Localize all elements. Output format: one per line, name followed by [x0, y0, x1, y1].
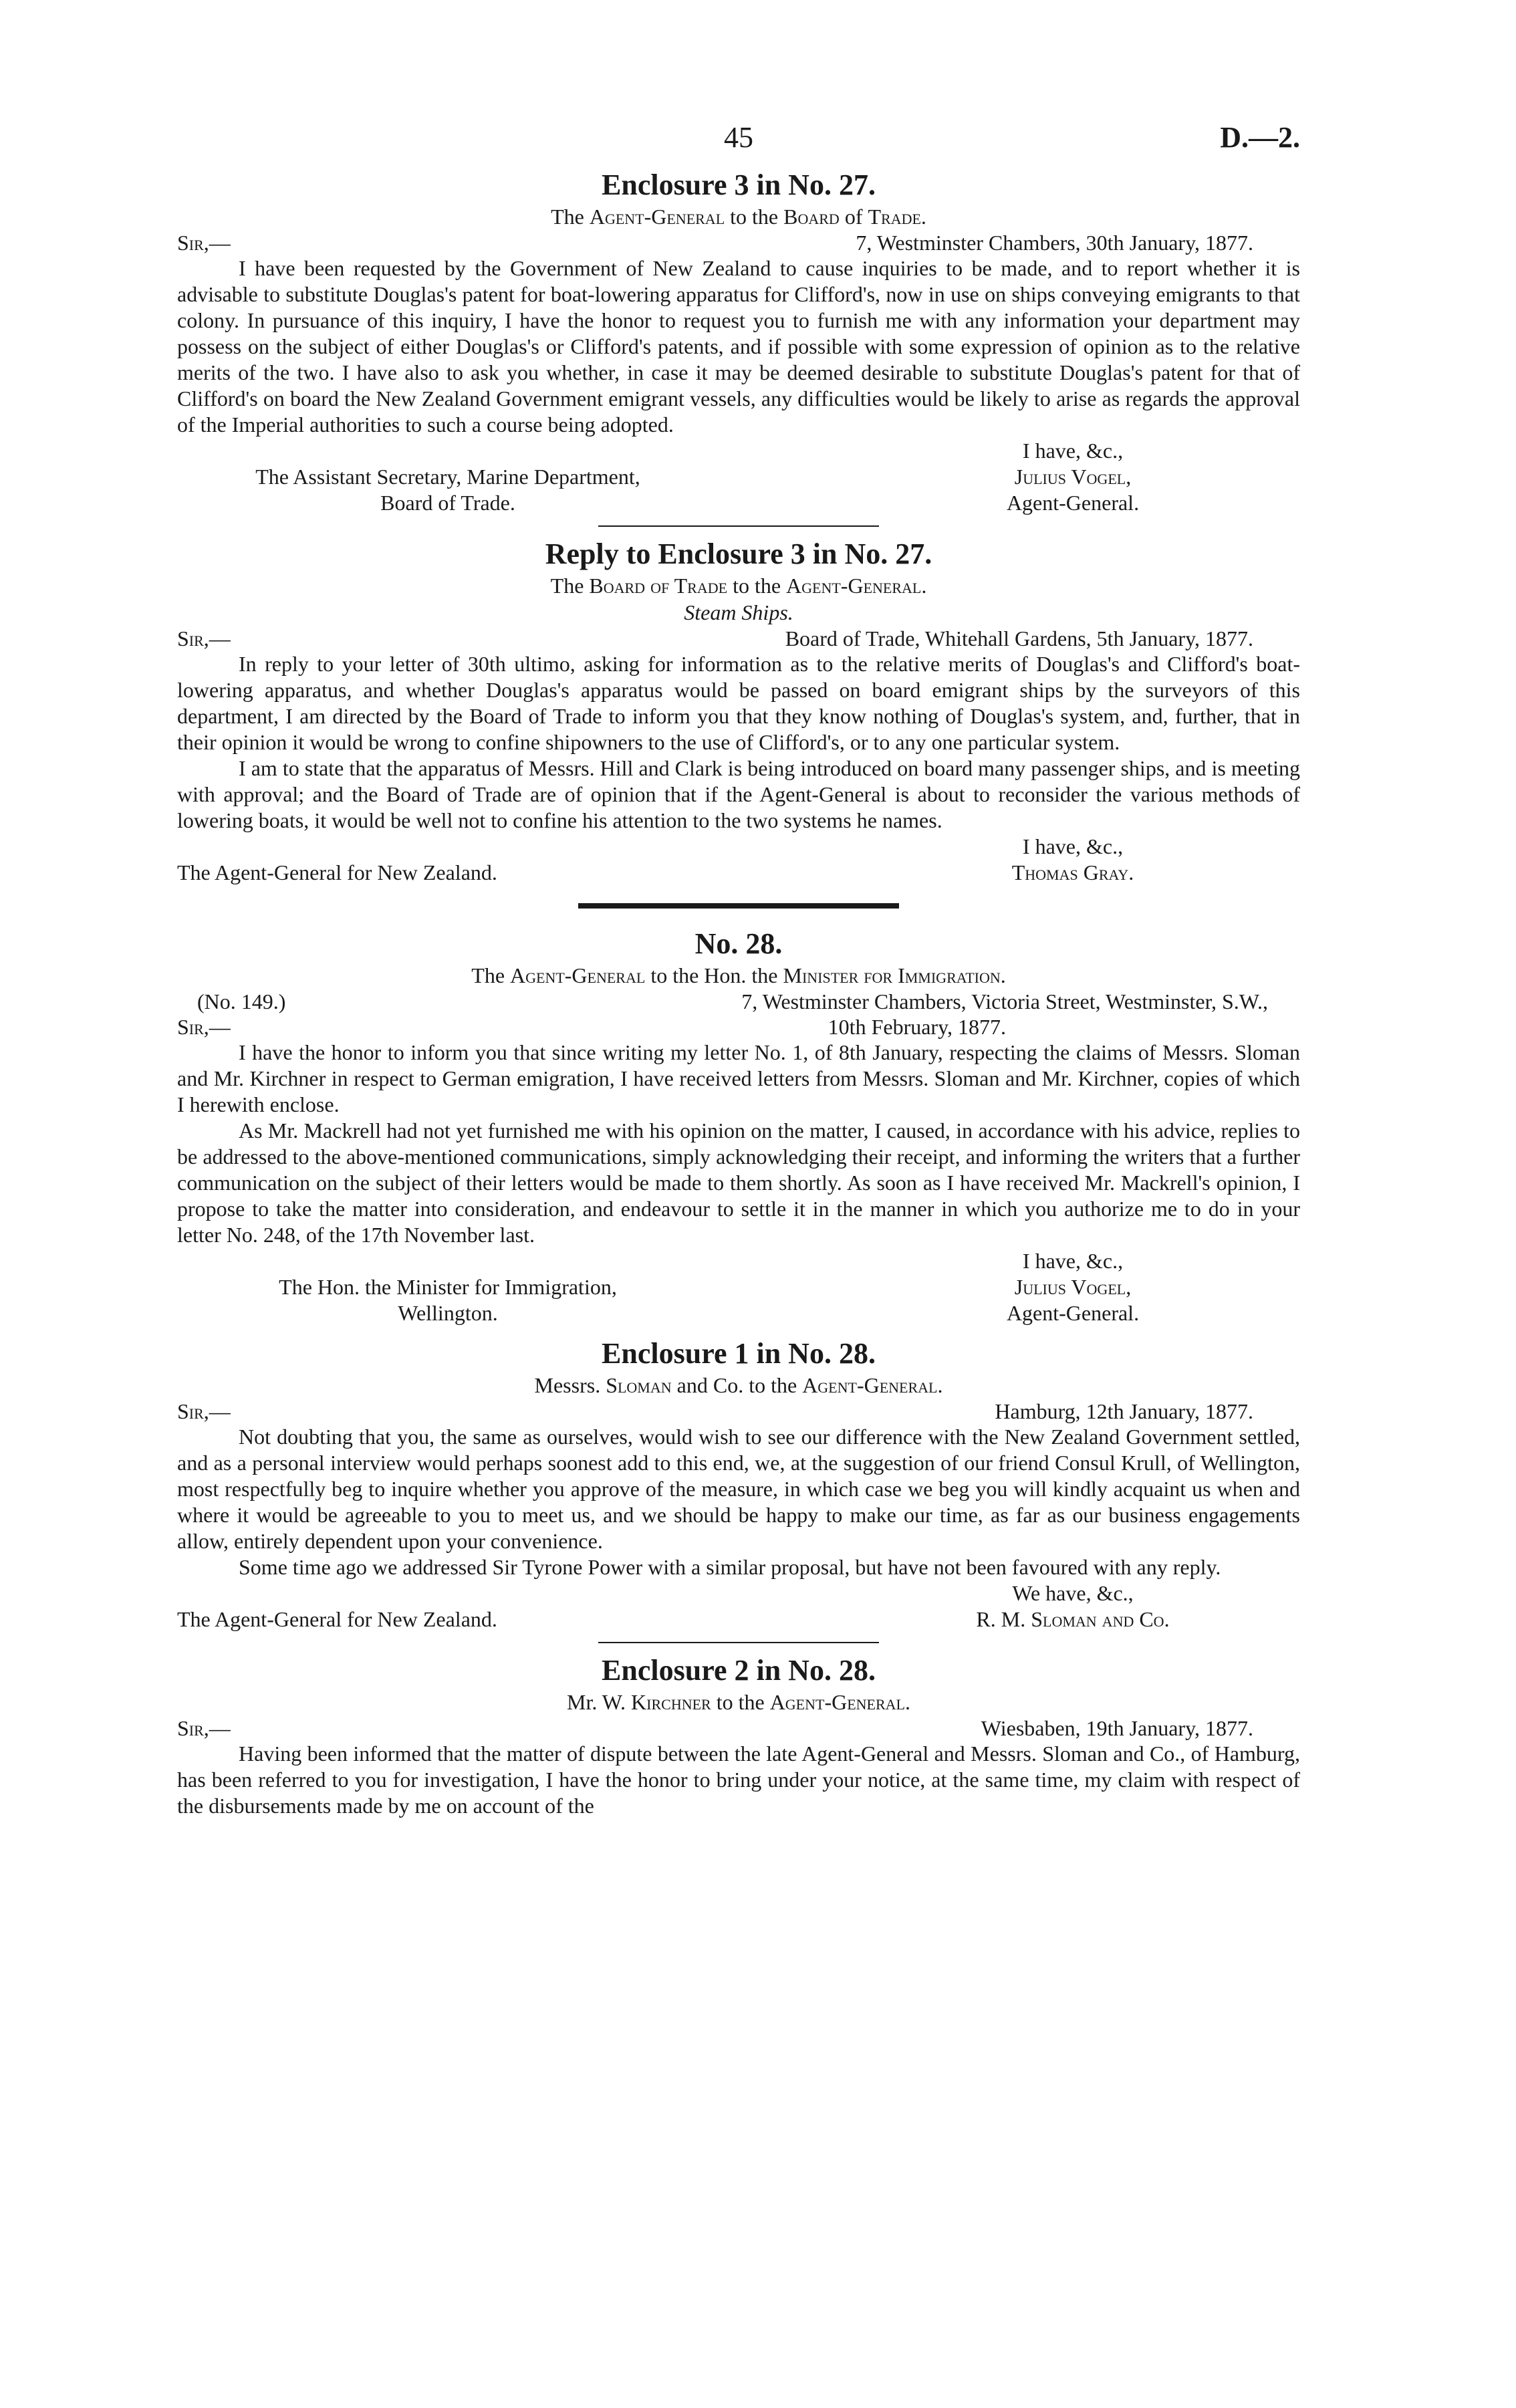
section-subtitle-italic: Steam Ships.: [684, 600, 793, 624]
salutation-row: [177, 1399, 1300, 1424]
signer: Julius Vogel,: [1014, 1275, 1132, 1299]
sub-word: to the: [716, 1690, 765, 1714]
salutation: Sir,—: [177, 1399, 231, 1423]
salutation: Sir,—: [177, 1716, 231, 1740]
document-reference: D.—2.: [1220, 121, 1300, 154]
letter-address: Wiesbaben, 19th January, 1877.: [981, 1716, 1253, 1740]
recipient-name: Trade.: [868, 205, 926, 229]
signature-row: [177, 1606, 1300, 1633]
sub-word: Messrs.: [534, 1373, 601, 1397]
number-row: [177, 989, 1300, 1014]
signer: Thomas Gray.: [1011, 860, 1134, 884]
salutation-row: [177, 626, 1300, 651]
section-title: Enclosure 3 in No. 27.: [602, 168, 876, 201]
salutation-row: [177, 1014, 1300, 1040]
reply-enclosure-3-no-27: [177, 536, 1300, 909]
closing-row: [177, 1248, 1300, 1274]
salutation: Sir,—: [177, 1015, 231, 1039]
sender-name: Agent-General: [589, 205, 725, 229]
section-title: Enclosure 2 in No. 28.: [602, 1654, 876, 1687]
recipient-name: Board: [783, 205, 840, 229]
section-title: Enclosure 1 in No. 28.: [602, 1337, 876, 1370]
page-header: [177, 114, 1300, 167]
letter-paragraph: As Mr. Mackrell had not yet furnished me with his opinion on the matter, I caused, in accordance with his advice, replies to be addressed to the above-mentioned communications, simply acknowledging their receipt, and informing the writers that a further communication on the subject of their letters would be made to them shortly. As soon as I have received Mr. Mackrell's opinion, I propose to take the matter into consideration, and endeavour to settle it in the manner in which you authorize me to do in your letter No. 248, of the 17th November last.: [177, 1118, 1300, 1247]
closing-row: [177, 1580, 1300, 1606]
salutation: Sir,—: [177, 626, 231, 650]
closing: I have, &c.,: [1022, 439, 1124, 463]
signature-row: [177, 860, 1300, 886]
recipient-name: Minister for Immigration.: [783, 963, 1006, 987]
signature-row: [177, 464, 1300, 490]
signature-row: [177, 1300, 1300, 1326]
sender-name: Board of Trade: [589, 574, 728, 598]
recipient-name: Agent-General.: [786, 574, 927, 598]
sub-word: to the Hon. the: [650, 963, 778, 987]
salutation-row: [177, 230, 1300, 255]
sub-word: The: [551, 205, 584, 229]
letter-paragraph: Some time ago we addressed Sir Tyrone Power with a similar proposal, but have not been favoured with any reply.: [239, 1555, 1221, 1579]
document-page: [177, 114, 1300, 1819]
letter-date: 10th February, 1877.: [828, 1015, 1006, 1039]
section-title: No. 28.: [694, 927, 783, 960]
section-subtitle: [177, 203, 1300, 230]
sub-word: The: [471, 963, 505, 987]
signer-title: Agent-General.: [1006, 491, 1140, 515]
letter-paragraph: Having been informed that the matter of dispute between the late Agent-General and Messrs. Sloman and Co., of Hamburg, has been referred to you for investigation, I have the honor to bring under your notice, at the same time, my claim with respect of the disbursements made by me on account of the: [177, 1741, 1300, 1818]
thick-divider: [578, 903, 899, 909]
letter-address: Board of Trade, Whitehall Gardens, 5th January, 1877.: [785, 626, 1253, 650]
addressee: The Hon. the Minister for Immigration,: [279, 1275, 617, 1299]
sub-word: Mr. W.: [567, 1690, 626, 1714]
sender-name: Kirchner: [631, 1690, 711, 1714]
page-number: 45: [724, 121, 753, 154]
spacer: [177, 1326, 1300, 1336]
enclosure-2-no-28: [177, 1653, 1300, 1819]
closing: I have, &c.,: [1022, 834, 1124, 858]
sub-word: and Co. to the: [676, 1373, 797, 1397]
addressee: Wellington.: [398, 1301, 498, 1325]
letter-paragraph: I have the honor to inform you that since writing my letter No. 1, of 8th January, respecting the claims of Messrs. Sloman and Mr. Kirchner in respect to German emigration, I have received letters from Messrs. Sloman and Mr. Kirchner, copies of which I herewith enclose.: [177, 1040, 1300, 1116]
sub-word: to the: [730, 205, 779, 229]
closing-row: [177, 438, 1300, 464]
addressee: The Agent-General for New Zealand.: [177, 1607, 497, 1631]
section-divider: [598, 525, 879, 527]
letter-address: 7, Westminster Chambers, Victoria Street, Westminster, S.W.,: [741, 989, 1268, 1013]
section-subtitle: [177, 1689, 1300, 1715]
addressee: The Assistant Secretary, Marine Department,: [255, 465, 640, 489]
section-title: Reply to Enclosure 3 in No. 27.: [545, 537, 932, 570]
closing-row: [177, 834, 1300, 860]
enclosure-3-no-27: [177, 167, 1300, 527]
salutation-row: [177, 1715, 1300, 1741]
salutation: Sir,—: [177, 231, 231, 255]
closing: I have, &c.,: [1022, 1249, 1124, 1273]
section-subtitle: [177, 572, 1300, 599]
signer: Julius Vogel,: [1014, 465, 1132, 489]
sender-name: Agent-General: [510, 963, 646, 987]
recipient-name: Agent-General.: [769, 1690, 910, 1714]
addressee: Board of Trade.: [380, 491, 515, 515]
recipient-name: Agent-General.: [802, 1373, 943, 1397]
sub-word: of: [844, 205, 863, 229]
signer: R. M. Sloman and Co.: [976, 1607, 1170, 1631]
letter-address: Hamburg, 12th January, 1877.: [995, 1399, 1253, 1423]
letter-paragraph: I have been requested by the Government of New Zealand to cause inquiries to be made, and to report whether it is advisable to substitute Douglas's patent for boat-lowering apparatus for Clifford's, now in use on ships conveying emigrants to that colony. In pursuance of this inquiry, I have the honor to request you to furnish me with any information your department may possess on the subject of either Douglas's or Clifford's patents, and if possible with some expression of opinion as to the relative merits of the two. I have also to ask you whether, in case it may be deemed desirable to substitute Douglas's patent for that of Clifford's on board the New Zealand Government emigrant vessels, any difficulties would be likely to arise as regards the approval of the Imperial authorities to such a course being adopted.: [177, 256, 1300, 437]
closing: We have, &c.,: [1012, 1581, 1134, 1605]
addressee: The Agent-General for New Zealand.: [177, 860, 497, 884]
sender-name: Sloman: [606, 1373, 672, 1397]
no-28: [177, 926, 1300, 1336]
section-subtitle: [177, 962, 1300, 989]
letter-address: 7, Westminster Chambers, 30th January, 1877.: [856, 231, 1253, 255]
enclosure-1-no-28: [177, 1336, 1300, 1643]
sub-word: to the: [733, 574, 781, 598]
letter-paragraph: In reply to your letter of 30th ultimo, asking for information as to the relative merits of Douglas's and Clifford's boat-lowering apparatus, and whether Douglas's apparatus would be passed on board emigrant ships by the surveyors of this department, I am directed by the Board of Trade to inform you that they know nothing of Douglas's system, and, further, that in their opinion it would be wrong to confine shipowners to the use of Clifford's, or to any one particular system.: [177, 652, 1300, 754]
section-subtitle: [177, 1372, 1300, 1399]
signature-row: [177, 1274, 1300, 1300]
letter-number: (No. 149.): [197, 989, 286, 1013]
signature-row: [177, 490, 1300, 516]
section-divider: [598, 1642, 879, 1643]
sub-word: The: [550, 574, 584, 598]
letter-paragraph: Not doubting that you, the same as ourselves, would wish to see our difference with the New Zealand Government settled, and as a personal interview would perhaps soonest add to this end, we, at the suggestion of our friend Consul Krull, of Wellington, most respectfully beg to inquire whether you approve of the measure, in which case we beg you will kindly acquaint us when and where it would be agreeable to you to meet us, and we should be happy to make our time, as far as our business engagements allow, entirely dependent upon your convenience.: [177, 1425, 1300, 1553]
signer-title: Agent-General.: [1006, 1301, 1140, 1325]
letter-paragraph: I am to state that the apparatus of Messrs. Hill and Clark is being introduced on board many passenger ships, and is meeting with approval; and the Board of Trade are of opinion that if the Agent-General is about to reconsider the various methods of lowering boats, it would be well not to confine his attention to the two systems he names.: [177, 756, 1300, 832]
